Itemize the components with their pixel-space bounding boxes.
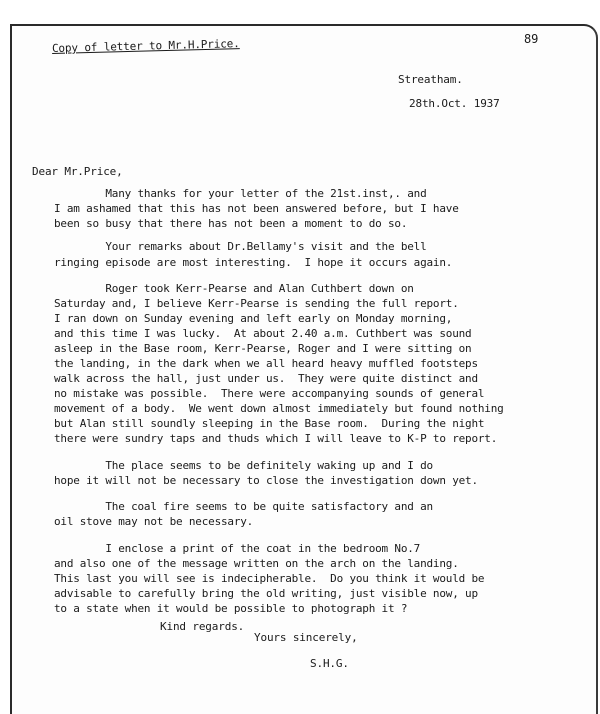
text-line: I am ashamed that this has not been answered before, but I have — [54, 202, 459, 215]
text-line: there were sundry taps and thuds which I will leave to K-P to report. — [54, 432, 498, 445]
text-line: I enclose a print of the coat in the bedroom No.7 — [54, 542, 421, 555]
text-line: and this time I was lucky. At about 2.40 a.m. Cuthbert was sound — [54, 327, 472, 340]
text-line: asleep in the Base room, Kerr-Pearse, Roger and I were sitting on — [54, 342, 472, 355]
text-line: Saturday and, I believe Kerr-Pearse is sending the full report. — [54, 297, 459, 310]
text-line: no mistake was possible. There were accompanying sounds of general — [54, 387, 485, 400]
text-line: been so busy that there has not been a moment to do so. — [54, 217, 408, 230]
sender-address: Streatham. — [398, 73, 463, 86]
text-line: The coal fire seems to be quite satisfactory and an — [54, 500, 433, 513]
text-line: to a state when it would be possible to photograph it ? — [54, 602, 408, 615]
text-line: Many thanks for your letter of the 21st.inst,. and — [54, 187, 427, 200]
letter-title: Copy of letter to Mr.H.Price. — [51, 37, 240, 55]
text-line: Roger took Kerr-Pearse and Alan Cuthbert down on — [54, 282, 414, 295]
closing-remark: Kind regards. — [160, 620, 245, 633]
text-line: walk across the hall, just under us. They were quite distinct and — [54, 372, 478, 385]
letter-date: 28th.Oct. 1937 — [409, 97, 500, 110]
text-line: This last you will see is indecipherable. Do you think it would be — [54, 572, 485, 585]
signoff: Yours sincerely, — [254, 631, 358, 644]
text-line: the landing, in the dark when we all heard heavy muffled footsteps — [54, 357, 478, 370]
text-line: ringing episode are most interesting. I hope it occurs again. — [54, 256, 453, 269]
text-line: The place seems to be definitely waking up and I do — [54, 459, 433, 472]
text-line: and also one of the message written on the arch on the landing. — [54, 557, 459, 570]
text-line: advisable to carefully bring the old writing, just visible now, up — [54, 587, 478, 600]
text-line: I ran down on Sunday evening and left early on Monday morning, — [54, 312, 453, 325]
text-line: movement of a body. We went down almost immediately but found nothing — [54, 402, 504, 415]
text-line: but Alan still soundly sleeping in the Base room. During the night — [54, 417, 485, 430]
salutation: Dear Mr.Price, — [32, 165, 123, 178]
text-line: oil stove may not be necessary. — [54, 515, 254, 528]
signature-initials: S.H.G. — [310, 657, 349, 670]
text-line: Your remarks about Dr.Bellamy's visit and the bell — [54, 240, 427, 253]
text-line: hope it will not be necessary to close the investigation down yet. — [54, 474, 478, 487]
page-number: 89 — [524, 32, 539, 46]
